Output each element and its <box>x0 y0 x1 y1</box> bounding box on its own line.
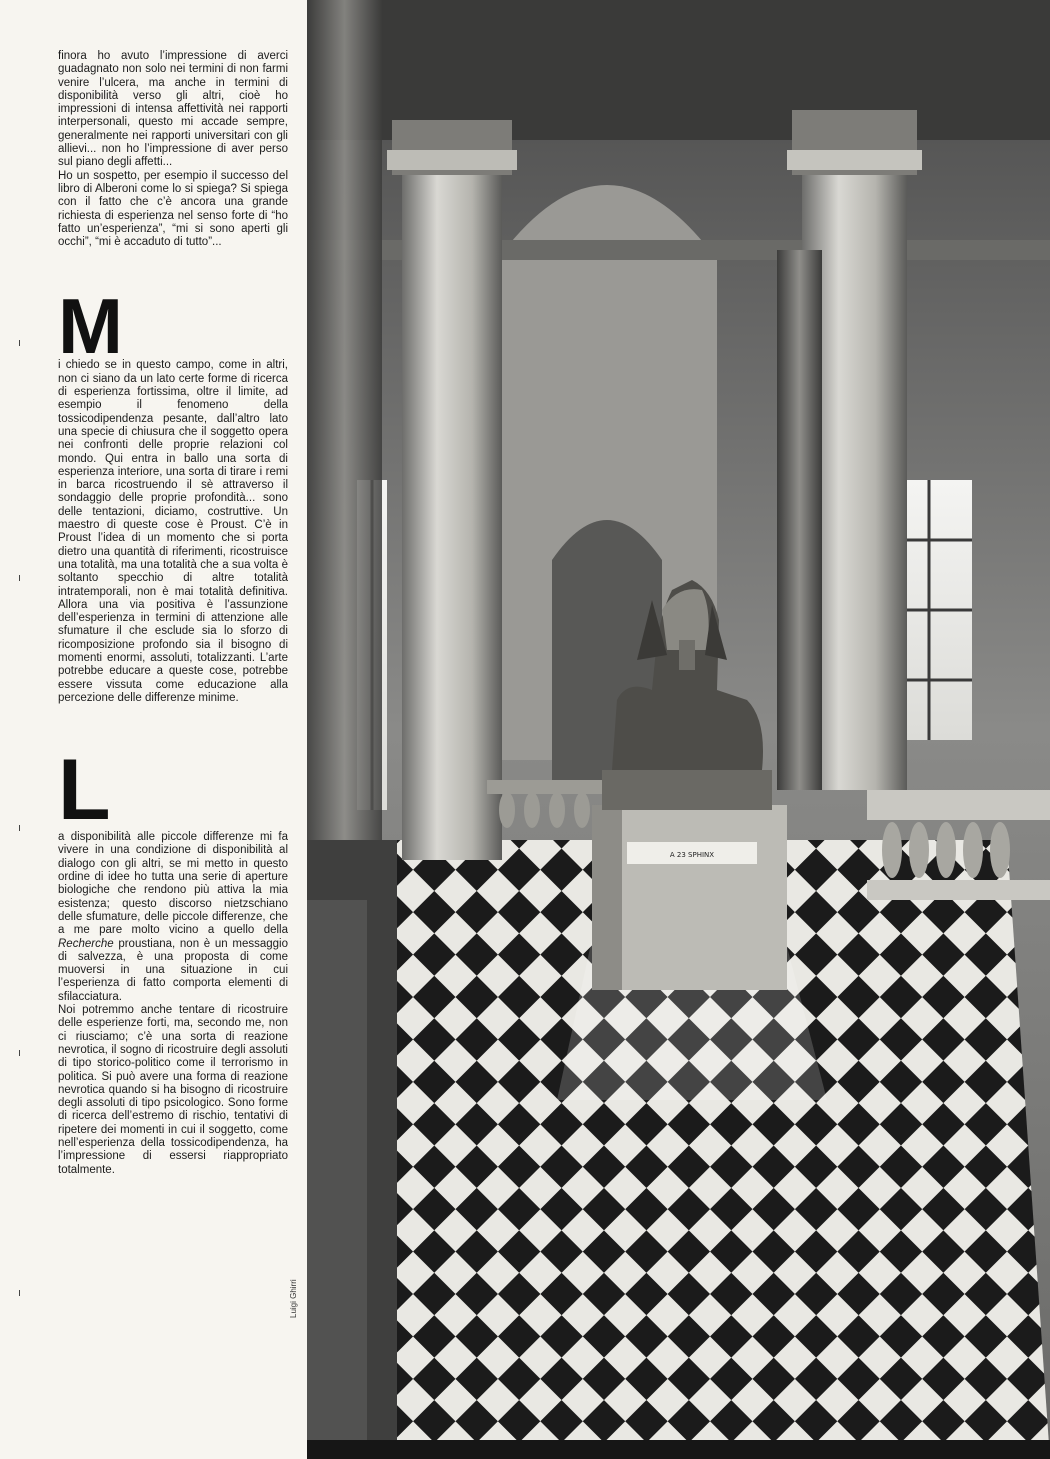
section-l-text-start: a disponibilità alle piccole differenze mi fa vivere in una condizione di disponibilità al dialogo con gli altri, se mi metto in questo ordine di idee ho tutta una serie di aperture biologiche che rendono più attiva la mia esistenza; questo discorso nietzschiano delle sfumature, delle piccole differenze, che a me pare molto vicino a quello della <box>58 831 288 937</box>
section-l-paragraph-2: Noi potremmo anche tentare di ricostruire delle esperienze forti, ma, secondo me, non ci riusciamo; c’è una sorta di reazione nevrotica, il sogno di ricostruire degli assoluti di tipo storico-politico come il terrorismo in politica. Si può avere una forma di reazione nevrotica quando si ha bisogno di ricostruire degli assoluti di tipo psicologico. Sono forme di ricerca dell’estremo di rischio, tentativi di ripetere dei momenti in cui il soggetto, come nell’esperienza della tossicodipendenza, ha l’impressione di essersi riappropriato totalmente. <box>58 1004 288 1176</box>
dropcap-m: M <box>58 282 121 371</box>
margin-mark <box>19 575 20 581</box>
section-m <box>58 282 288 705</box>
margin-mark <box>19 340 20 346</box>
section-l <box>58 742 288 1177</box>
plaque-text: A 23 SPHINX <box>669 851 715 859</box>
museum-hall-photo <box>307 0 1050 1459</box>
section-l-paragraph-1 <box>58 831 288 1004</box>
margin-mark <box>19 1290 20 1296</box>
recherche-italic: Recherche <box>58 937 114 950</box>
intro-paragraph-1: finora ho avuto l’impressione di averci guadagnato non solo nei termini di non farmi venire l’ulcera, ma anche in termini di disponibilità verso gli altri, cioè ho impressioni di intensa affettività nei rapporti interpersonali, questo mi accade sempre, generalmente nei rapporti universitari con gli allievi... non ho l’impressione di aver perso sul piano degli affetti... <box>58 50 288 169</box>
section-l-text-end: proustiana, non è un messaggio di salvezza, è una proposta di come muoversi in una situazione in cui l’esperienza di fatto comporta elementi di sfilacciatura. <box>58 937 288 1003</box>
section-m-paragraph: i chiedo se in questo campo, come in altri, non ci siano da un lato certe forme di ricerca di esperienza fortissima, oltre il limite, ad esempio il fenomeno della tossicodipendenza pesante, dall’altro lato una specie di chiusura che il soggetto opera nei confronti delle proprie relazioni col mondo. Qui entra in ballo una sorta di esperienza interiore, una sorta di tirare i remi in barca ricostruendo il sè attraverso il sondaggio delle proprie profondità... sono delle tentazioni, diciamo, costruttive. Un maestro di queste cose è Proust. C’è in Proust l’idea di un momento che si porta dietro una quantità di riferimenti, ricostruisce una totalità, ma una totalità che a sua volta è soltanto specchio di altre totalità intratemporali, non è mai totalità definitiva. Allora una via positiva è l’assunzione dell’esperienza in termini di attenzione alle sfumature il che esclude sia lo sforzo di ricomposizione profondo sia il bisogno di momenti enormi, assoluti, totalizzanti. L’arte potrebbe educare a queste cose, potrebbe essere vissuta come educazione alla percezione delle differenze minime. <box>58 359 288 704</box>
article-text-column <box>58 50 288 1177</box>
photo-credit: Luigi Ghirri <box>289 1279 298 1318</box>
margin-mark <box>19 1050 20 1056</box>
dropcap-l: L <box>58 742 109 839</box>
margin-mark <box>19 825 20 831</box>
intro-paragraph-2: Ho un sospetto, per esempio il successo del libro di Alberoni come lo si spiega? Si spiega con il fatto che c’è ancora una grande richiesta di esperienza nel senso forte di “ho fatto un’esperienza”, “mi si sono aperti gli occhi”, “mi è accaduto di tutto”... <box>58 169 288 249</box>
intro-block <box>58 50 288 249</box>
column-left <box>402 170 502 860</box>
